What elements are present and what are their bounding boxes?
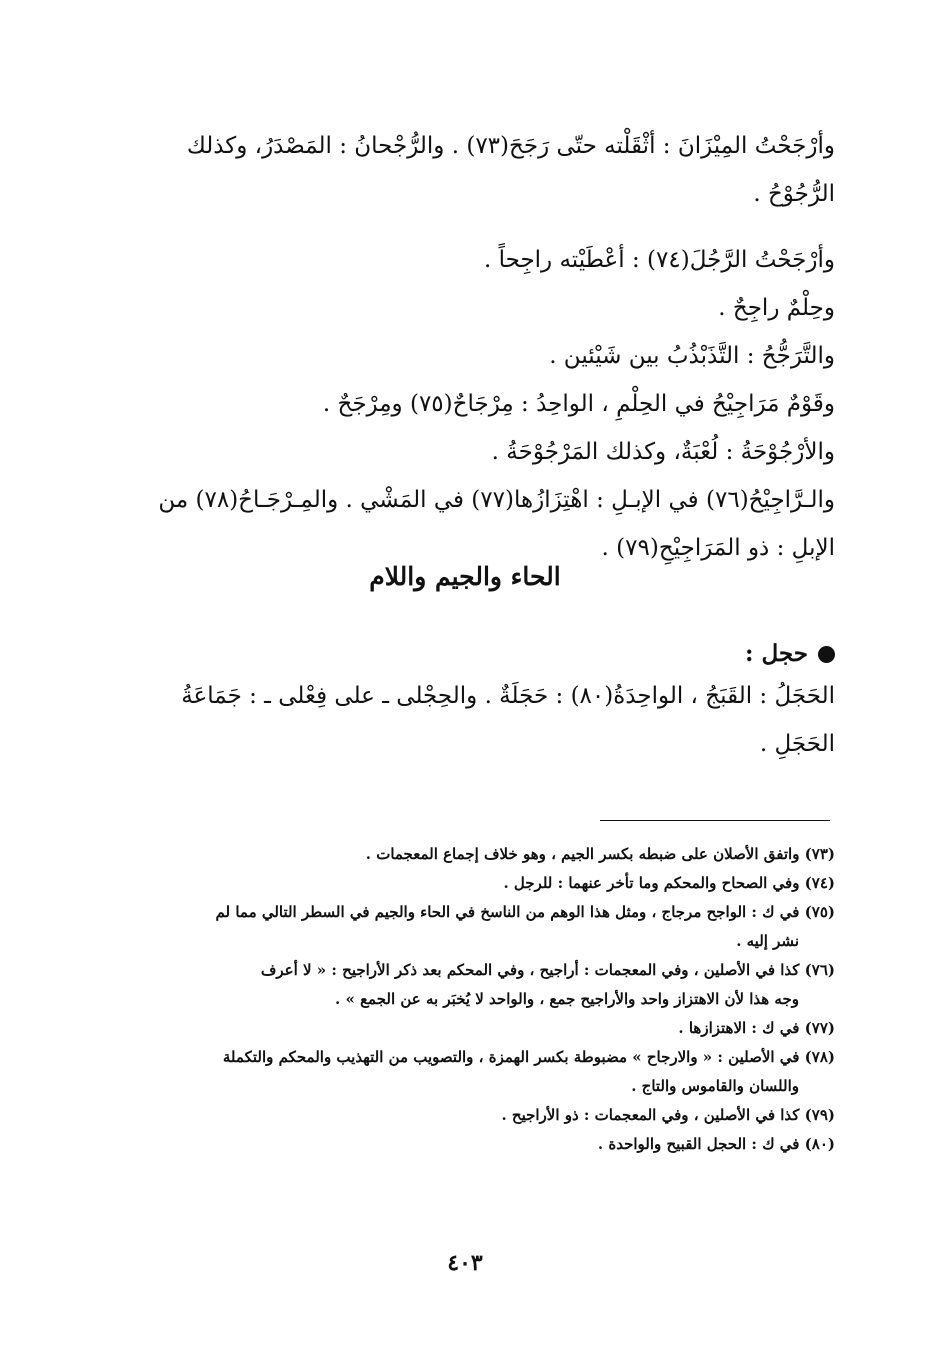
text-line: والـرَّاجِيْحُ(٧٦) في الإبـلِ : اهْتِزَازُها(٧٧) في المَشْي . والمِـرْجَـاحُ(٧٨) من [158, 487, 835, 513]
footnote-line: واللسان والقاموس والتاج . [631, 1077, 799, 1095]
footnote-divider [600, 820, 830, 821]
footnotes [105, 840, 835, 1159]
entry-heading-label: حجل : [745, 640, 808, 667]
footnote-line: (٧٧) في ك : الاهتزازها . [678, 1019, 835, 1037]
entry-heading [745, 630, 835, 678]
footnote-line: وجه هذا لأن الاهتزاز واحد والأراجيح جمع ، والواحد لا يُخبَر به عن الجمع » . [335, 990, 799, 1008]
entry-text [105, 672, 835, 768]
footnote-line: نشر إليه . [736, 932, 799, 950]
text-line: الحَجَلُ : القَبَجُ ، الواحِدَةُ(٨٠) : حَجَلَةٌ . والحِجْلى ـ على فِعْلى ـ : جَمَاعَةُ [181, 683, 835, 709]
footnote-line: (٧٥) في ك : الواجح مرجاج ، ومثل هذا الوهم من الناسخ في الحاء والجيم في السطر التالي مما لم [215, 903, 835, 921]
footnote-line: (٧٣) واتفق الأصلان على ضبطه بكسر الجيم ، وهو خلاف إجماع المعجمات . [365, 845, 835, 863]
text-line: وأرْجَحْتُ المِيْزَانَ : أثْقَلْته حتّى رَجَحَ(٧٣) . والرُّجْحانُ : المَصْدَرُ، وكذلك [186, 133, 835, 159]
main-text [105, 122, 835, 572]
section-heading: الحاء والجيم واللام [369, 562, 561, 591]
bullet-icon [818, 646, 835, 663]
text-line: والتَّرَجُّحُ : التَّذَبْذُبُ بين شَيْئين . [549, 343, 835, 369]
text-line: وأرْجَحْتُ الرَّجُلَ(٧٤) : أعْطَيْته راجِحاً . [483, 247, 835, 273]
text-line: الإبلِ : ذو المَرَاجِيْحِ(٧٩) . [601, 535, 835, 561]
footnote-line: (٧٦) كذا في الأصلين ، وفي المعجمات : أراجيح ، وفي المحكم بعد ذكر الأراجيح : « لا أعرف [260, 961, 835, 979]
text-line: الحَجَلِ . [759, 731, 835, 757]
text-line: الرُّجُوْحُ . [753, 181, 835, 207]
text-line: وحِلْمٌ راجِحٌ . [718, 295, 835, 321]
text-line: والأرْجُوْحَةُ : لُعْبَةٌ، وكذلك المَرْجُوْحَةُ . [491, 439, 835, 465]
footnote-line: (٧٨) في الأصلين : « والارجاح » مضبوطة بكسر الهمزة ، والتصويب من التهذيب والمحكم والتكملة [222, 1048, 835, 1066]
footnote-line: (٧٩) كذا في الأصلين ، وفي المعجمات : ذو الأراجيح . [501, 1106, 835, 1124]
footnote-line: (٧٤) وفي الصحاح والمحكم وما تأخر عنهما : للرجل . [503, 874, 835, 892]
footnote-line: (٨٠) في ك : الحجل القبيح والواحدة . [597, 1135, 835, 1153]
page-number: ٤٠٣ [447, 1250, 483, 1276]
text-line: وقَوْمٌ مَرَاجِيْحُ في الحِلْمِ ، الواحِدُ : مِرْجَاحٌ(٧٥) ومِرْجَحٌ . [322, 391, 835, 417]
